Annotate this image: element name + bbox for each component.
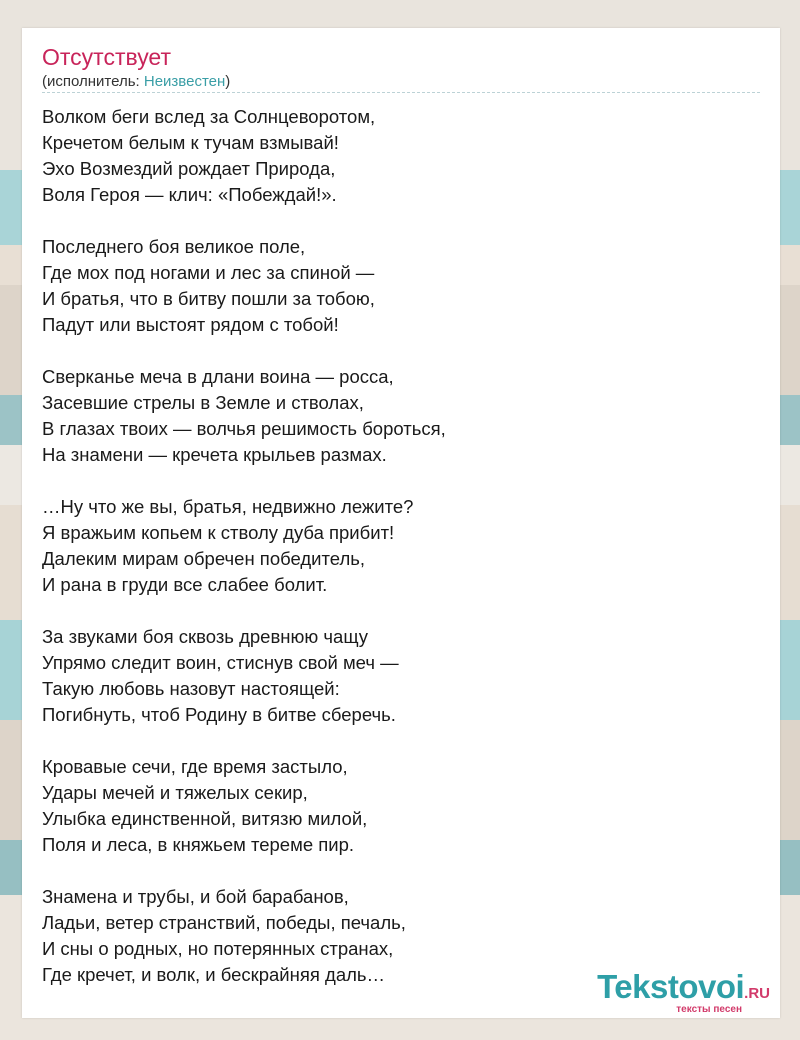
site-logo[interactable] — [597, 970, 770, 1016]
stanza — [42, 234, 742, 338]
title-divider — [42, 92, 760, 93]
lyric-line: Поля и леса, в княжьем тереме пир. — [42, 834, 355, 855]
stanza — [42, 364, 742, 468]
logo-wordmark — [597, 970, 770, 1004]
lyric-line: Сверканье меча в длани воина — росса, — [42, 366, 394, 387]
lyric-line: …Ну что же вы, братья, недвижно лежите? — [42, 496, 414, 517]
lyric-line: Эхо Возмездий рождает Природа, — [42, 158, 336, 179]
lyric-line: Падут или выстоят рядом с тобой! — [42, 314, 339, 335]
stanza — [42, 494, 742, 598]
lyric-line: Где мох под ногами и лес за спиной — — [42, 262, 375, 283]
lyric-line: В глазах твоих — волчья решимость бороться, — [42, 418, 446, 439]
artist-line — [42, 72, 230, 92]
lyrics-body — [42, 104, 745, 1014]
lyric-line: И братья, что в битву пошли за тобою, — [42, 288, 375, 309]
lyric-line: Кречетом белым к тучам взмывай! — [42, 132, 339, 153]
lyric-line: Удары мечей и тяжелых секир, — [42, 782, 308, 803]
artist-link[interactable]: Неизвестен — [143, 73, 226, 90]
lyric-line: Последнего боя великое поле, — [42, 236, 306, 257]
lyric-line: Я вражьим копьем к стволу дуба прибит! — [42, 522, 395, 543]
lyrics-card — [22, 28, 780, 1018]
lyric-line: Знамена и трубы, и бой барабанов, — [42, 886, 349, 907]
lyric-line: Далеким мирам обречен победитель, — [42, 548, 366, 569]
lyric-line: Ладьи, ветер странствий, победы, печаль, — [42, 912, 406, 933]
logo-tld: .RU — [744, 985, 770, 1002]
lyric-line: Такую любовь назовут настоящей: — [42, 678, 340, 699]
artist-prefix: (исполнитель: — [42, 73, 144, 90]
lyric-line: Погибнуть, чтоб Родину в битве сберечь. — [42, 704, 396, 725]
lyric-line: Где кречет, и волк, и бескрайняя даль… — [42, 964, 386, 985]
logo-name: Tekstovoi — [597, 968, 745, 1005]
song-title: Отсутствует — [42, 44, 171, 70]
lyric-line: Упрямо следит воин, стиснув свой меч — — [42, 652, 399, 673]
lyric-line: Воля Героя — клич: «Побеждай!». — [42, 184, 337, 205]
lyric-line: И сны о родных, но потерянных странах, — [42, 938, 394, 959]
lyric-line: Волком беги вслед за Солнцеворотом, — [42, 106, 376, 127]
lyric-line: На знамени — кречета крыльев размах. — [42, 444, 387, 465]
lyric-line: За звуками боя сквозь древнюю чащу — [42, 626, 368, 647]
artist-suffix: ) — [225, 73, 231, 90]
lyric-line: Засевшие стрелы в Земле и стволах, — [42, 392, 364, 413]
stanza — [42, 754, 742, 858]
lyric-line: И рана в груди все слабее болит. — [42, 574, 328, 595]
lyric-line: Кровавые сечи, где время застыло, — [42, 756, 348, 777]
lyric-line: Улыбка единственной, витязю милой, — [42, 808, 368, 829]
stanza — [42, 624, 742, 728]
stanza — [42, 104, 742, 208]
logo-tagline: тексты песен — [676, 1004, 742, 1015]
